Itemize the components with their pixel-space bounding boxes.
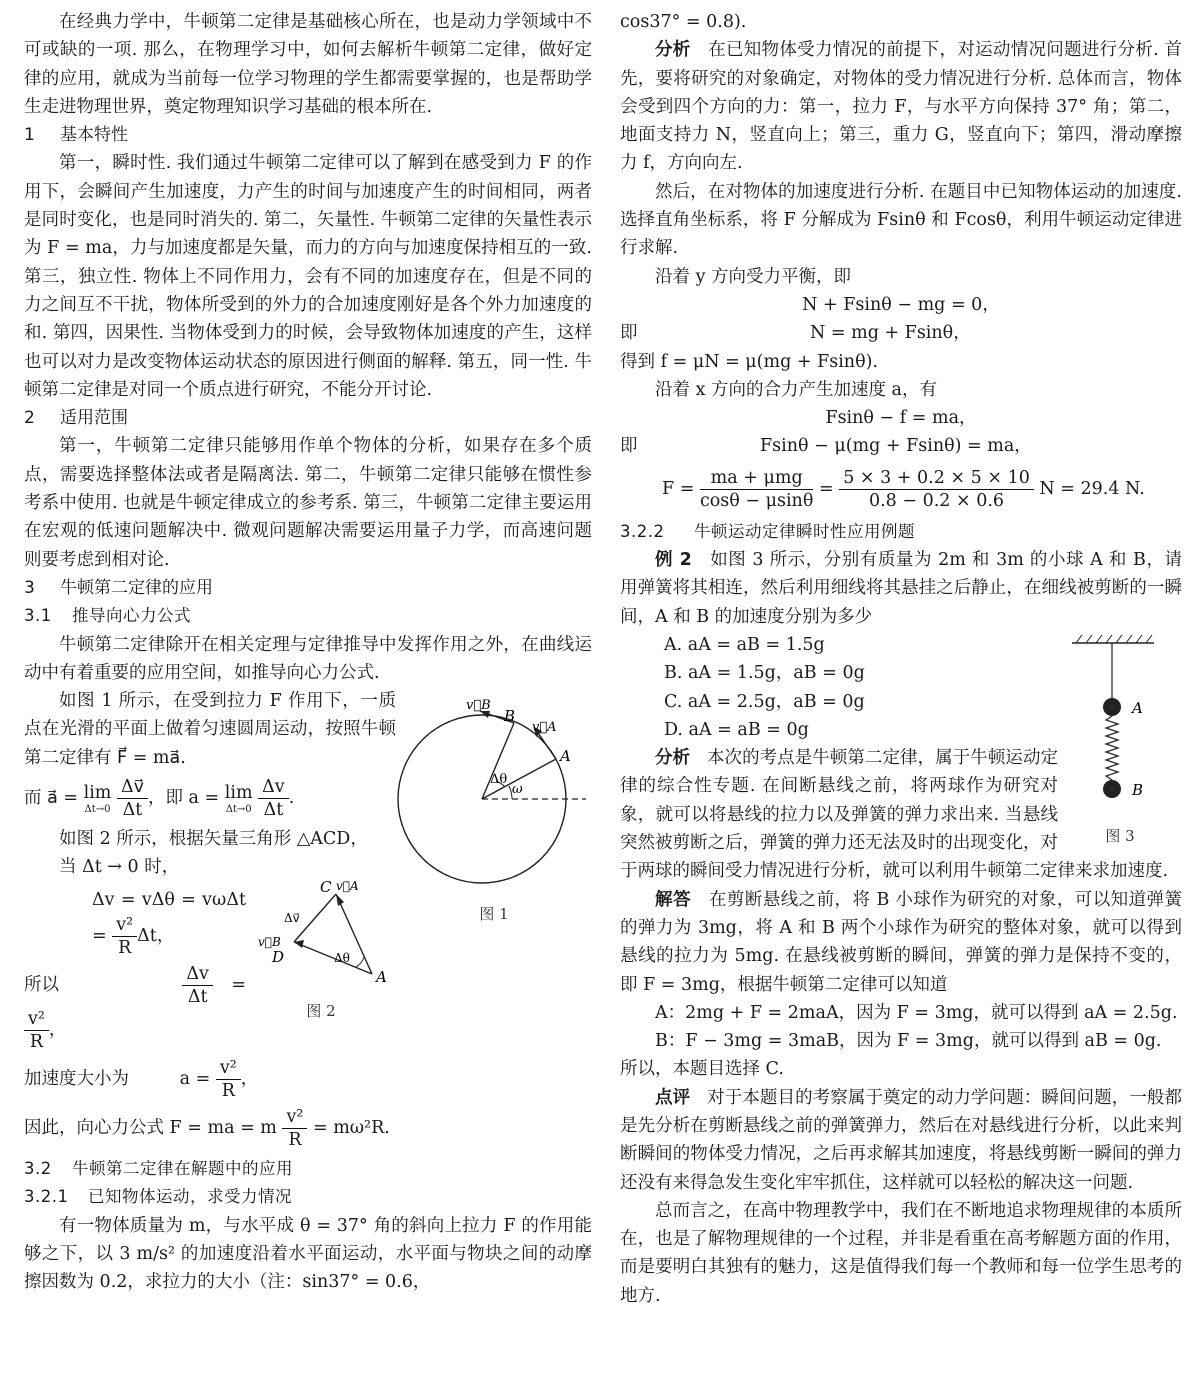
section-3-2-1-heading [24, 1183, 592, 1211]
denominator: 0.8 − 0.2 × 0.6 [868, 490, 1005, 511]
equation-b: N = mg + Fsinθ， [810, 323, 971, 344]
equals: = [231, 974, 246, 995]
numerator: 5 × 3 + 0.2 × 5 × 10 [839, 467, 1034, 490]
fraction [282, 1106, 307, 1151]
lim-word: lim [224, 782, 253, 803]
section-number: 3.2.1 [24, 1187, 69, 1207]
figure-2-paragraph: 如图 2 所示，根据矢量三角形 △ACD， [59, 829, 368, 850]
option-d: D. aA = aB = 0g [664, 719, 809, 740]
analysis-text: 在已知物体受力情况的前提下，对运动情况问题进行分析. 首先，要将研究的对象确定，对物体的受力情况进行分析. 总体而言，物体会受到四个方向的力：第一，拉力 F，与水平方向保持 37° 角；第二，地面支持力 N，竖直向上；第三，重力 G，竖直向下；第四，滑动摩擦力 f，方向向左. [620, 40, 1182, 174]
solution-paragraph [620, 886, 1182, 999]
fraction [24, 1008, 49, 1053]
label-vB: v⃗B [258, 934, 281, 949]
section-title: 推导向心力公式 [72, 606, 191, 626]
lim-subscript: Δt→0 [225, 803, 252, 815]
example-2-paragraph [620, 546, 1182, 631]
section-3-heading [24, 574, 592, 602]
eq2-tail: ， [48, 1019, 67, 1040]
equation-b-line [620, 319, 1182, 347]
section-3-1-text: 牛顿第二定律除开在相关定理与定律推导中发挥作用之外，在曲线运动中有着重要的应用空间，如推导向心力公式. [24, 634, 592, 683]
figure-1 [396, 691, 592, 929]
figure-1-caption: 图 1 [479, 905, 509, 924]
solution-text: 在剪断悬线之前，将 B 小球作为研究的对象，可以知道弹簧的弹力为 3mg，将 A 和 B 两个小球作为研究的整体对象，就可以得到悬线的拉力为 5mg. 在悬线被剪断的瞬间，弹簧的弹力是保持不变的，即 F = 3mg，根据牛顿第二定律可以知道 [620, 889, 1183, 995]
label-A: A [376, 967, 387, 986]
paragraph-x-direction: 沿着 x 方向的合力产生加速度 a，有 [655, 379, 937, 400]
denominator: R [118, 937, 132, 958]
label-A: A [560, 747, 571, 766]
limit-mid: ，即 a = [147, 788, 220, 809]
centripetal-lhs: 因此，向心力公式 F = ma = m [24, 1117, 277, 1138]
equals: = [818, 478, 834, 499]
label-B: B [1132, 780, 1144, 799]
label-C: C [320, 877, 332, 896]
ji-text: 即 [620, 436, 638, 457]
option-b: B. aA = 1.5g，aB = 0g [664, 663, 865, 684]
ji-text: 即 [620, 323, 638, 344]
label-A: A [1132, 698, 1143, 717]
continuation-text: cos37° = 0.8). [620, 12, 747, 32]
comment-text: 对于本题目的考察属于奠定的动力学问题：瞬间问题，一般都是先分析在剪断悬线之前的弹簧弹力，然后在对悬线进行分析，以此来判断瞬间的物体受力情况，之后再求解其加速度，将悬线剪断一瞬间的弹力还没有来得急发生变化牢牢抓住，这样就可以轻松的解决这一问题. [620, 1087, 1182, 1193]
label-dtheta: Δθ [334, 950, 350, 965]
numerator: v² [24, 1008, 49, 1031]
fraction [700, 467, 813, 512]
equation-3 [24, 1057, 592, 1102]
vector-triangle-diagram [246, 878, 396, 988]
label-vA: v⃗A [336, 878, 359, 893]
numerator: Δv⃗ [117, 776, 148, 799]
section-2-heading [24, 404, 592, 432]
section-number: 3 [24, 577, 35, 598]
equation-a: N + Fsinθ − mg = 0， [802, 294, 1000, 315]
label-B: B [504, 707, 516, 726]
analysis-label: 分析 [655, 40, 691, 61]
left-column [24, 8, 592, 1296]
numerator: v² [282, 1106, 307, 1129]
lim-subscript: Δt→0 [84, 803, 111, 815]
solution-a: A：2mg + F = 2maA，因为 F = 3mg，就可以得到 aA = 2.5g. [655, 1002, 1178, 1023]
section-1-text: 第一，瞬时性. 我们通过牛顿第二定律可以了解到在感受到力 F 的作用下，会瞬间产生加速度，力产生的时间与加速度产生的时间相同，两者是同时变化，也是同时消失的. 第二，矢量性. 牛顿第二定律的矢量性表示为 F = ma，力与加速度都是矢量，而力的方向与加速度保持相互的一致. 第三，独立性. 物体上不同作用力，会有不同的加速度存在，但是不同的力之间互不干扰，物体所受到的外力的合加速度刚好是各个外力加速度的和. 第四，因果性. 当物体受到力的时候，会导致物体加速度的产生，这样也可以对力是改变物体运动状态的原因进行侧面的解释. 第五，同一性. 牛顿第二定律是对同一个质点进行研究，不能分开讨论. [24, 153, 592, 400]
equation-c: 得到 f = μN = μ(mg + Fsinθ). [620, 351, 879, 372]
so-text: 所以 [24, 974, 59, 995]
figure-3-caption: 图 3 [1105, 827, 1135, 846]
section-title: 适用范围 [60, 408, 128, 429]
comment-label: 点评 [655, 1087, 691, 1108]
section-number: 2 [24, 408, 35, 429]
section-number: 3.1 [24, 606, 52, 626]
section-number: 3.2 [24, 1158, 52, 1178]
fraction [182, 963, 213, 1008]
section-3-2-heading [24, 1155, 592, 1183]
equation-e-line [620, 432, 1182, 460]
paragraph-decompose: 然后，在对物体的加速度进行分析. 在题目中已知物体运动的加速度. 选择直角坐标系，将 F 分解成为 Fsinθ 和 Fcosθ，利用牛顿运动定律进行求解. [620, 181, 1182, 259]
denominator: R [221, 1080, 235, 1101]
eq1-tail: Δt， [137, 925, 175, 946]
denominator: Δt [187, 986, 208, 1007]
section-title: 牛顿第二定律的应用 [60, 577, 213, 598]
denominator: R [288, 1129, 302, 1150]
eqf-lhs: F = [662, 478, 695, 499]
when-text: 当 Δt → 0 时， [59, 857, 180, 878]
figure-3 [1058, 633, 1182, 851]
fraction [216, 1057, 241, 1102]
fraction [112, 914, 137, 959]
right-column [620, 8, 1182, 1310]
section-number: 1 [24, 125, 35, 146]
numerator: Δv [258, 776, 289, 799]
denominator: R [29, 1031, 44, 1052]
eqf-tail: N = 29.4 N. [1039, 478, 1145, 499]
solution-label: 解答 [655, 889, 691, 910]
figure-2-caption: 图 2 [306, 1001, 336, 1020]
label-vA: v⃗A [532, 720, 557, 736]
comment-paragraph [620, 1084, 1182, 1197]
denominator: Δt [122, 800, 143, 821]
figure-2 [246, 878, 396, 1026]
section-title: 已知物体运动，求受力情况 [88, 1187, 292, 1207]
option-c: C. aA = 2.5g，aB = 0g [664, 691, 865, 712]
intro-paragraph: 在经典力学中，牛顿第二定律是基础核心所在，也是动力学领域中不可或缺的一项. 那么，在物理学习中，如何去解析牛顿第二定律，做好定律的应用，就成为当前每一位学习物理的学生都需要掌握的，也是帮助学生走进物理世界，奠定物理知识学习基础的根本所在. [24, 12, 592, 117]
denominator: cosθ − μsinθ [699, 490, 814, 511]
numerator: v² [112, 914, 137, 937]
section-title: 牛顿运动定律瞬时性应用例题 [694, 521, 915, 541]
limit-end: . [288, 788, 295, 809]
fraction [117, 776, 148, 821]
example-text: 如图 3 所示，分别有质量为 2m 和 3m 的小球 A 和 B，请用弹簧将其相连，然后利用细线将其悬挂之后静止，在细线被剪断的一瞬间，A 和 B 的加速度分别为多少 [620, 550, 1182, 627]
fraction [258, 776, 289, 821]
label-dtheta: Δθ [490, 772, 508, 788]
section-1-heading [24, 121, 592, 149]
section-3-2-1-text: 有一物体质量为 m，与水平成 θ = 37° 角的斜向上拉力 F 的作用能够之下，以 3 m/s² 的加速度沿着水平面运动，水平面与物块之间的动摩擦因数为 0.2，求拉力的大小（注：sin37° = 0.6， [24, 1215, 592, 1293]
numerator: ma + μmg [700, 467, 813, 490]
equation-d: Fsinθ − f = ma， [825, 408, 977, 429]
conclusion-paragraph: 总而言之，在高中物理教学中，我们在不断地追求物理规律的本质所在，也是了解物理规律的一个过程，并非是看重在高考解题方面的作用，而是要明白其独有的魅力，这是值得我们每一个教师和每一位学生思考的地方. [620, 1200, 1182, 1306]
section-title: 基本特性 [60, 125, 128, 146]
figure-1-paragraph: 如图 1 所示，在受到拉力 F 作用下，一质点在光滑的平面上做着匀速圆周运动，按照牛顿第二定律有 F⃗ = ma⃗. [24, 691, 396, 768]
lim-word: lim [83, 782, 112, 803]
paragraph-y-direction: 沿着 y 方向受力平衡，即 [655, 266, 852, 287]
lim-operator [84, 782, 112, 816]
equation-f [620, 467, 1182, 512]
acc-text: 加速度大小为 [24, 1068, 129, 1089]
analysis-1-paragraph [620, 36, 1182, 177]
centripetal-tail: = mω²R. [312, 1117, 390, 1138]
equation-centripetal [24, 1106, 592, 1151]
eq3-lhs: a = [179, 1068, 211, 1089]
section-3-1-heading [24, 602, 592, 630]
eq3-tail: ， [240, 1068, 259, 1089]
section-title: 牛顿第二定律在解题中的应用 [72, 1158, 293, 1178]
example-label: 例 2 [655, 550, 692, 571]
denominator: Δt [263, 800, 284, 821]
section-3-2-2-heading [620, 518, 1182, 546]
label-dv: Δv⃗ [284, 910, 300, 925]
equation-e: Fsinθ − μ(mg + Fsinθ) = ma， [760, 436, 1032, 457]
option-a: A. aA = aB = 1.5g [664, 634, 825, 655]
solution-b: B：F − 3mg = 3maB，因为 F = 3mg，就可以得到 aB = 0g. [655, 1031, 1162, 1052]
fraction [839, 467, 1034, 512]
circle-motion-diagram [396, 691, 592, 891]
analysis-label: 分析 [655, 748, 691, 769]
spring-balls-diagram [1058, 633, 1182, 813]
section-number: 3.2.2 [620, 521, 665, 541]
numerator: v² [216, 1057, 241, 1080]
label-vB: v⃗B [466, 698, 491, 714]
eq1-lhs: Δv = vΔθ = vωΔt = [92, 889, 246, 946]
label-omega: ω [512, 782, 523, 798]
analysis-text: 本次的考点是牛顿第二定律，属于牛顿运动定律的综合性专题. 在间断悬线之前，将两球作为研究对象，就可以将悬线的拉力以及弹簧的弹力求出来. 当悬线突然被剪断之后，弹簧的弹力还无法及时的出现变化，对于两球的瞬间受力情况进行分析，就可以利用牛顿第二定律来求加速度. [620, 748, 1169, 882]
label-D: D [272, 947, 285, 966]
limit-prefix: 而 a⃗ = [24, 788, 79, 809]
lim-operator [225, 782, 253, 816]
solution-end: 所以，本题目选择 C. [620, 1059, 784, 1080]
section-2-text: 第一，牛顿第二定律只能够用作单个物体的分析，如果存在多个质点，需要选择整体法或者是隔离法. 第二，牛顿第二定律只能够在惯性参考系中使用. 也就是牛顿定律成立的参考系. 第三，牛顿第二定律主要运用在宏观的低速问题解决中. 微观问题解决需要运用量子力学，而高速问题则要考虑到相对论. [24, 436, 592, 570]
numerator: Δv [182, 963, 213, 986]
